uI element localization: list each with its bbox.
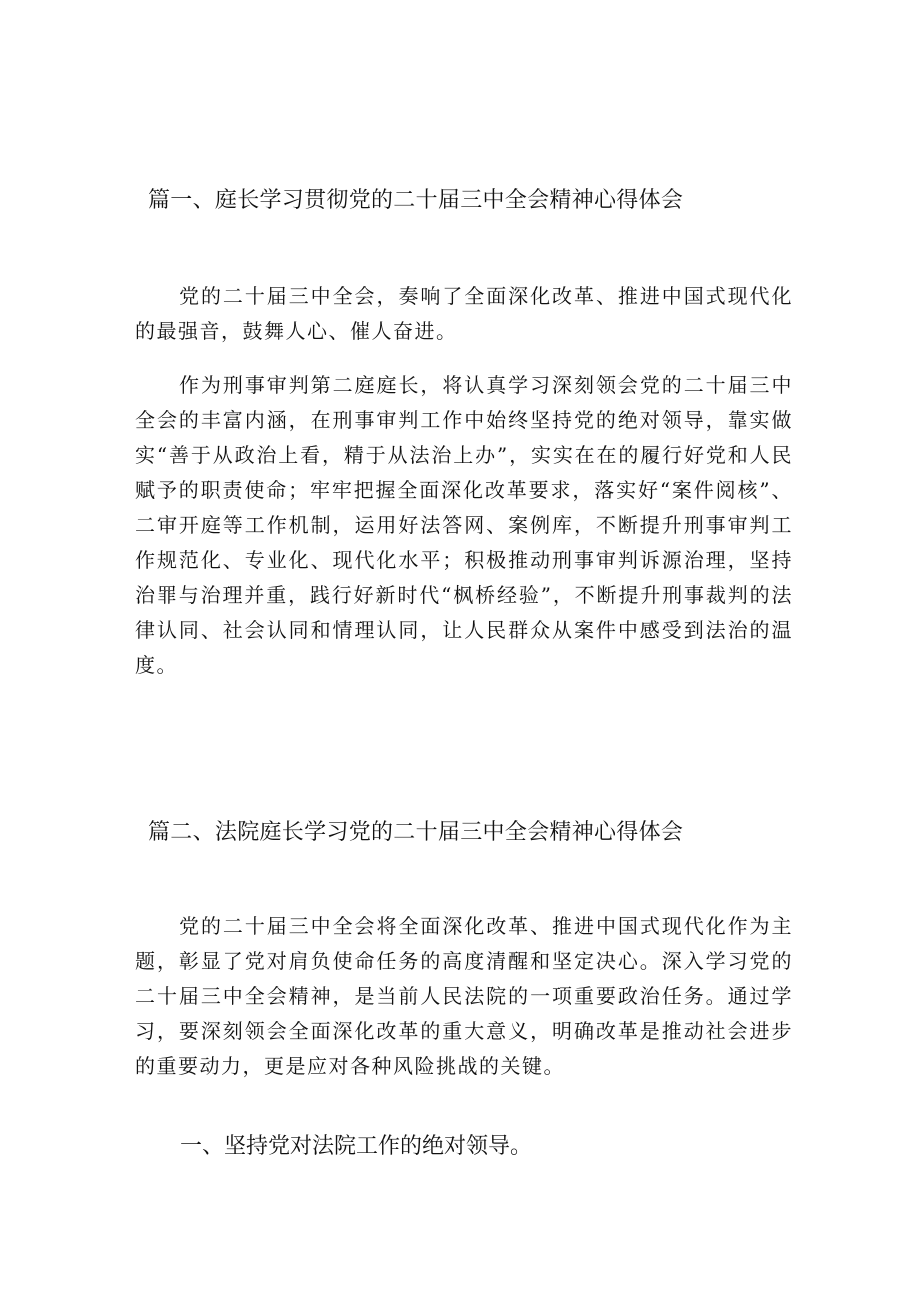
section2-title: 篇二、法院庭长学习党的二十届三中全会精神心得体会: [148, 820, 684, 845]
section2-paragraph-1: 党的二十届三中全会将全面深化改革、推进中国式现代化作为主题，彰显了党对肩负使命任务的高度清醒和坚定决心。深入学习党的二十届三中全会精神，是当前人民法院的一项重要政治任务。通过学习，要深刻领会全面深化改革的重大意义，明确改革是推动社会进步的重要动力，更是应对各种风险挑战的关键。: [135, 914, 793, 1078]
section1-paragraph-1: 党的二十届三中全会，奏响了全面深化改革、推进中国式现代化的最强音，鼓舞人心、催人奋进。: [135, 284, 793, 343]
section1-title: 篇一、庭长学习贯彻党的二十届三中全会精神心得体会: [148, 188, 684, 213]
section1-paragraph-2: 作为刑事审判第二庭庭长，将认真学习深刻领会党的二十届三中全会的丰富内涵，在刑事审判工作中始终坚持党的绝对领导，靠实做实“善于从政治上看，精于从法治上办”，实实在在的履行好党和人民赋予的职责使命；牢牢把握全面深化改革要求，落实好“案件阅核”、二审开庭等工作机制，运用好法答网、案例库，不断提升刑事审判工作规范化、专业化、现代化水平；积极推动刑事审判诉源治理，坚持治罪与治理并重，践行好新时代“枫桥经验”，不断提升刑事裁判的法律认同、社会认同和情理认同，让人民群众从案件中感受到法治的温度。: [135, 373, 793, 677]
section2-subheading: 一、坚持党对法院工作的绝对领导。: [180, 1134, 533, 1159]
